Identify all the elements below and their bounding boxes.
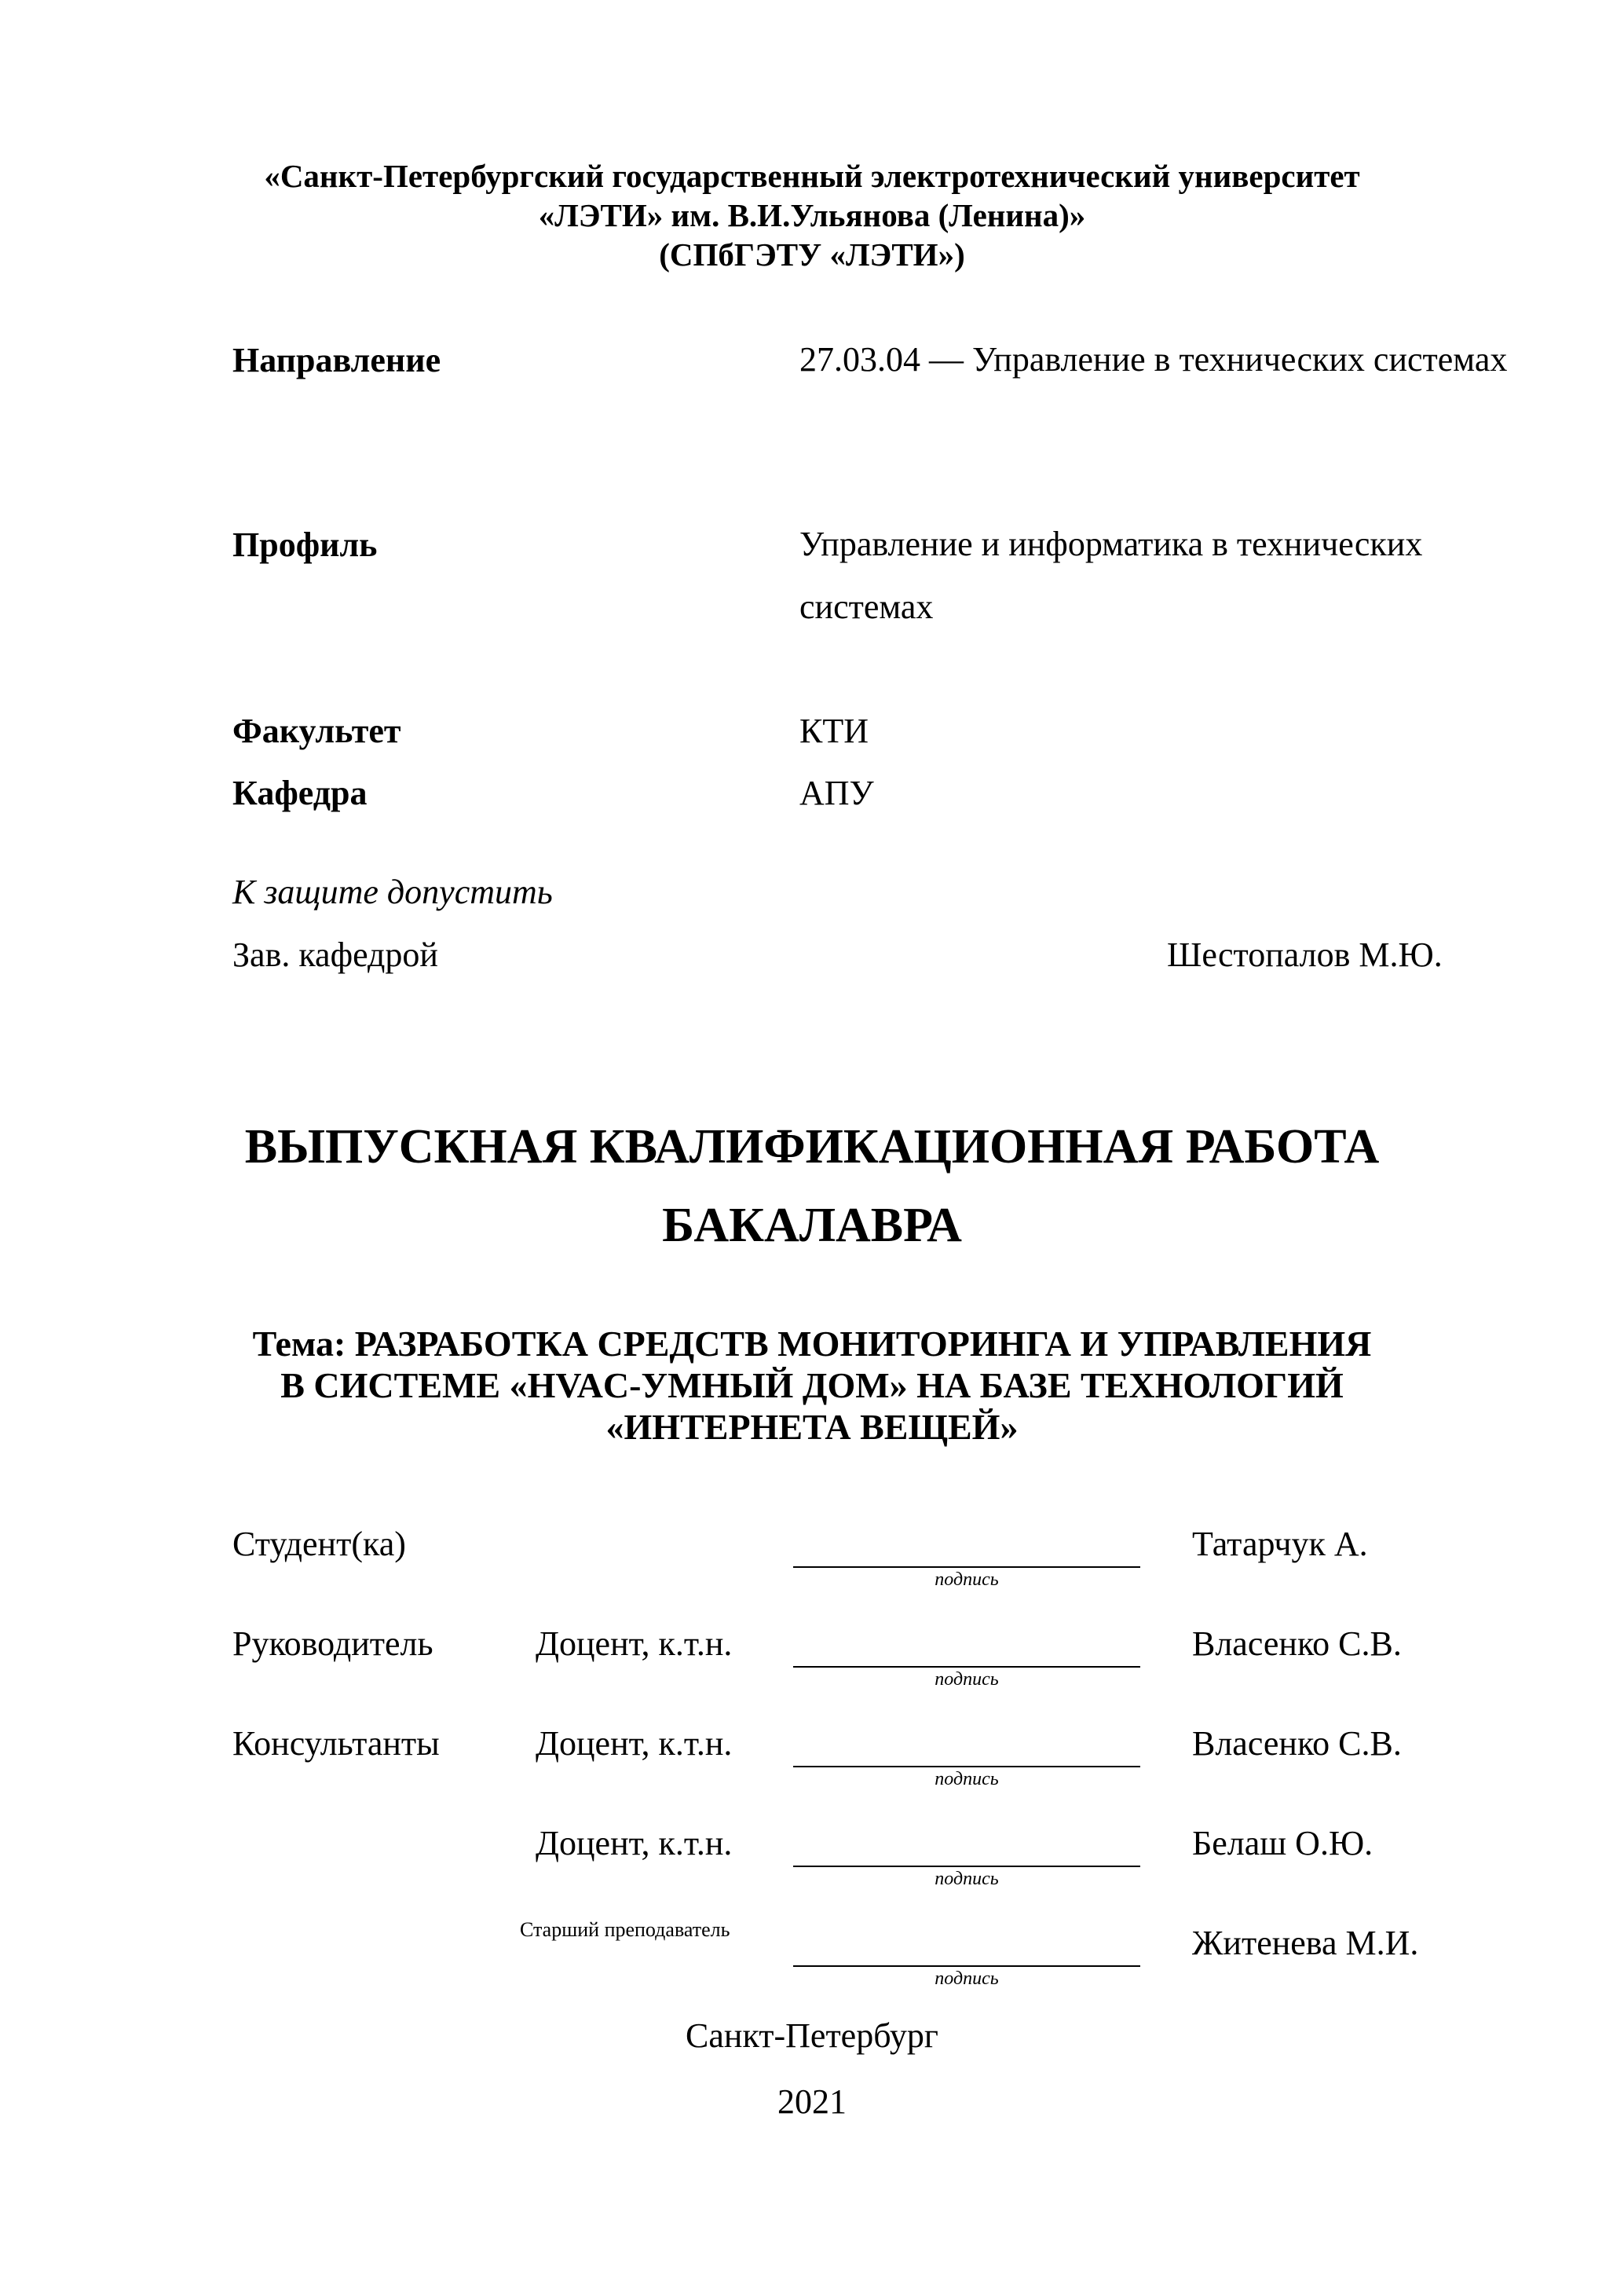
city: Санкт-Петербург bbox=[686, 2016, 938, 2055]
document-title-line2: БАКАЛАВРА bbox=[662, 1199, 962, 1252]
direction-label: Направление bbox=[232, 341, 441, 379]
faculty-label: Факультет bbox=[232, 712, 401, 750]
student-name: Татарчук А. bbox=[1192, 1525, 1368, 1563]
signature-line-supervisor bbox=[793, 1666, 1140, 1668]
signature-caption: подпись bbox=[935, 1669, 999, 1690]
supervisor-position: Доцент, к.т.н. bbox=[536, 1624, 733, 1663]
topic-line1: Тема: РАЗРАБОТКА СРЕДСТВ МОНИТОРИНГА И УПРАВЛЕНИЯ bbox=[252, 1324, 1372, 1364]
topic-line2: В СИСТЕМЕ «HVAC-УМНЫЙ ДОМ» НА БАЗЕ ТЕХНОЛОГИЙ bbox=[280, 1365, 1344, 1405]
signature-line-consultant2 bbox=[793, 1866, 1140, 1867]
consultant1-name: Власенко С.В. bbox=[1192, 1724, 1402, 1763]
document-title-line1: ВЫПУСКНАЯ КВАЛИФИКАЦИОННАЯ РАБОТА bbox=[244, 1120, 1380, 1174]
faculty-value: КТИ bbox=[799, 712, 869, 750]
supervisor-name: Власенко С.В. bbox=[1192, 1624, 1402, 1663]
supervisor-role: Руководитель bbox=[232, 1624, 433, 1663]
university-name-line2: «ЛЭТИ» им. В.И.Ульянова (Ленина)» bbox=[538, 197, 1086, 233]
consultant2-position: Доцент, к.т.н. bbox=[536, 1824, 733, 1862]
department-value: АПУ bbox=[799, 774, 874, 812]
head-of-department-name: Шестопалов М.Ю. bbox=[1167, 936, 1443, 974]
signature-caption: подпись bbox=[935, 1569, 999, 1590]
signature-line-consultant1 bbox=[793, 1766, 1140, 1767]
year: 2021 bbox=[777, 2082, 847, 2121]
direction-value: 27.03.04 — Управление в технических системах bbox=[799, 340, 1508, 379]
admission-note: К защите допустить bbox=[232, 873, 553, 911]
topic-line3: «ИНТЕРНЕТА ВЕЩЕЙ» bbox=[605, 1407, 1019, 1447]
signature-line-consultant3 bbox=[793, 1965, 1140, 1967]
signature-caption: подпись bbox=[935, 1968, 999, 1989]
consultants-role: Консультанты bbox=[232, 1724, 440, 1763]
signature-line-student bbox=[793, 1566, 1140, 1568]
university-abbr: (СПбГЭТУ «ЛЭТИ») bbox=[659, 236, 965, 273]
profile-value: Управление и информатика в технических системах bbox=[799, 525, 1423, 626]
head-of-department-label: Зав. кафедрой bbox=[232, 936, 438, 974]
consultant3-position: Старший преподаватель bbox=[520, 1918, 730, 1941]
university-name-line1: «Санкт-Петербургский государственный электротехнический университет bbox=[264, 158, 1360, 194]
profile-label: Профиль bbox=[232, 525, 378, 564]
consultant3-name: Житенева М.И. bbox=[1192, 1924, 1419, 1962]
consultant2-name: Белаш О.Ю. bbox=[1192, 1824, 1373, 1862]
signature-caption: подпись bbox=[935, 1769, 999, 1789]
consultant1-position: Доцент, к.т.н. bbox=[536, 1724, 733, 1763]
signature-caption: подпись bbox=[935, 1869, 999, 1889]
department-label: Кафедра bbox=[232, 774, 368, 812]
student-role: Студент(ка) bbox=[232, 1525, 406, 1563]
